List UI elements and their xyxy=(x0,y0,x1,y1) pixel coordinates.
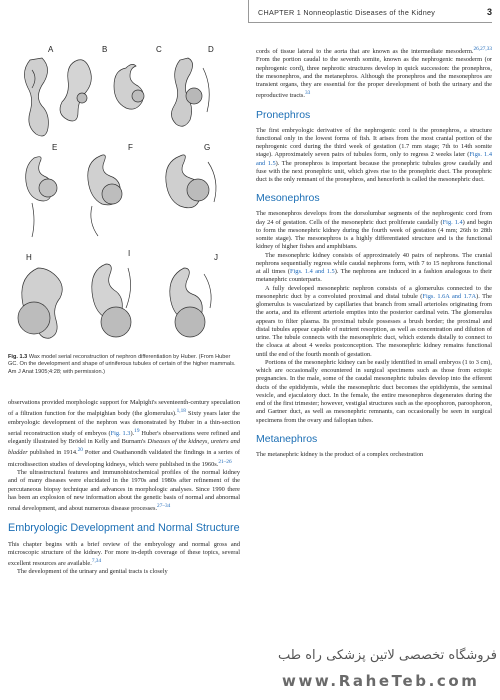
left-column xyxy=(8,399,240,577)
intermediate-mesoderm-paragraph: cords of tissue lateral to the aorta that are known as the intermediate mesoderm.$^{26,27,33}$ From the portion caudal to the seventh somite, known as the nephrogenic mesoderm (or nephrogenic cord), three nephrotic structures develop in quick succession: the pronephros, the mesonephros, and the metanephros. Although the pronephros and the mesonephros are transient organs, they are essential for the proper development of both the urinary and the reproductive tracts.$^{33}$ xyxy=(256,46,492,100)
panel-label-a: A xyxy=(48,45,54,54)
section-heading-metanephros: Metanephros xyxy=(256,432,318,445)
history-paragraph: observations provided morphologic support for Malpighi's seventeenth-century speculation of a filtration function for the malpighian body (the glomerulus).$^{1,18}$ Sixty years later the embryologic development of the nephron was demonstrated by Huber in a thin-section serial reconstruction study of embryos (Fig. 1.3).$^{19}$ Huber's observations were refined and elegantly illustrated by Brödel in Kelly and Burnam's Diseases of the kidneys, ureters and bladder published in 1914.20 Potter and Osathanondh validated the findings in a series of microdissection studies of developing kidneys, which were published in the 1960s.$^{21-26}$ xyxy=(8,399,240,468)
section-heading-embryology: Embryologic Development and Normal Structure xyxy=(8,521,240,534)
pronephros-paragraph: The first embryologic derivative of the nephrogenic cord is the pronephros, a structure functional only in the lowest forms of fish. It arises from the most cranial portion of the nephrogenic cord during the third week of gestation (1.7 mm stage; 7th to 14th somite stage). Approximately seven pairs of tubules form, only to regress 2 weeks later (Figs. 1.4 and 1.5). The pronephros is important because the pronephric tubules grow caudally and fuse with the next pronephric unit, which gives rise to the pronephric duct. The pronephric duct is the only remnant of the pronephros, and henceforth is called the mesonephric duct. xyxy=(256,126,492,184)
panel-c-model xyxy=(114,64,144,109)
panel-b-model xyxy=(60,60,91,121)
caption-text: Wax model serial reconstruction of nephron differentiation by Huber. (From Huber GC. On the development and shape of uriniferous tubules of certain of the higher mammals. Am J Anat 1905;4:28; with permission.) xyxy=(8,354,236,375)
page-number: 3 xyxy=(486,7,492,17)
citation-link[interactable]: 7,34 xyxy=(91,558,102,565)
section-heading-mesonephros: Mesonephros xyxy=(256,192,320,205)
panel-f-model xyxy=(88,155,122,236)
panel-h-model xyxy=(18,268,62,338)
citation-link[interactable]: 20 xyxy=(77,447,83,454)
development-paragraph: The development of the urinary and genital tracts is closely xyxy=(17,568,168,576)
panel-label-i: I xyxy=(128,249,131,258)
citation-link[interactable]: 21–26 xyxy=(218,458,232,465)
citation-link[interactable]: 1,18 xyxy=(176,408,186,415)
panel-e-model xyxy=(26,157,57,237)
panel-label-f: F xyxy=(128,143,133,152)
citation-link[interactable]: 27–34 xyxy=(157,503,171,510)
figure-caption xyxy=(8,354,240,376)
ultrastructure-paragraph: The ultrastructural features and immunohistochemical profiles of the normal kidney and of many diseases were elucidated in the 1970s and 1980s after refinement of the percutaneous biopsy technique and advances in morphologic analyses. Since 1990 there has been an explosion of new information about the genetic basis of normal and abnormal renal development, and about numerous disease processes.$^{27-34}$ xyxy=(8,469,240,513)
chapter-intro-paragraph: This chapter begins with a brief review of the embryology and normal gross and microscopic structure of the kidney. For more in-depth coverage of these topics, several excellent resources are available.$^{7,34}$ xyxy=(8,540,240,568)
mesonephros-paragraph-3: A fully developed mesonephric nephron consists of a glomerulus connected to the mesonephric duct by a convoluted proximal and distal tubule (Figs. 1.6A and 1.7A). The glomerulus is vascularized by capillaries that branch from small arterioles originating from the aorta, and its efferent arteriole empties into the posterior cardinal vein. The glomerulus appears to filter plasma. Its proximal tubule possesses a brush border; the proximal and distal tubules appear capable of nutrient resorption, as well as concentration and dilution of urine. The tubule connects with the mesonephric duct, which extends distally to connect to the cloaca at about 4 weeks postconception. The mesonephric kidney remains functional until the end of the fourth month of gestation. xyxy=(256,284,492,358)
panel-i-model xyxy=(92,264,131,337)
panel-g-model xyxy=(166,155,216,208)
chapter-title: CHAPTER 1 Nonneoplastic Diseases of the Kidney xyxy=(258,8,436,17)
citation-link[interactable]: 33 xyxy=(304,90,311,97)
figure-reference-link[interactable]: Fig. 1.4 xyxy=(442,218,463,226)
figure-reference-link[interactable]: Figs. 1.4 and 1.5 xyxy=(289,268,335,276)
figure-reference-link[interactable]: Figs. 1.4 and 1.5 xyxy=(256,151,492,167)
citation-link[interactable]: 26,27,33 xyxy=(473,46,492,52)
panel-label-b: B xyxy=(102,45,108,54)
right-column xyxy=(256,45,492,459)
panel-a-model xyxy=(24,58,48,136)
section-heading-pronephros: Pronephros xyxy=(256,108,311,121)
running-header xyxy=(248,8,492,22)
metanephros-paragraph: The metanephric kidney is the product of a complex orchestration xyxy=(256,450,424,458)
mesonephros-paragraph-1: The mesonephros develops from the dorsolumbar segments of the nephrogenic cord from day 24 of gestation. Cells of the mesonephric duct proliferate caudally (Fig. 1.4) and begin to form the mesonephric kidney during the fourth week of gestation (4 mm; 26th to 28th somite stage). The mesonephros is a highly differentiated structure and is the functional kidney of higher fishes and amphibians. xyxy=(256,210,492,251)
panel-label-h: H xyxy=(26,253,32,262)
figure-reference-link[interactable]: Fig. 1.3 xyxy=(110,429,131,437)
site-watermark xyxy=(248,646,500,700)
panel-j-model xyxy=(170,268,211,337)
mesonephros-paragraph-2: The mesonephric kidney consists of approximately 40 pairs of nephrons. The cranial nephrons sequentially regress while caudal nephrons form, with 7 to 15 nephrons functional at all times (Figs. 1.4 and 1.5). The nephrons are induced in a fashion analogous to their metanephric counterparts. xyxy=(256,251,492,284)
caption-label: Fig. 1.3 xyxy=(8,354,28,360)
nephron-wax-model-figure xyxy=(8,38,240,350)
citation-link[interactable]: 19 xyxy=(134,427,140,434)
watermark-persian-text: فروشگاه تخصصی لاتین پزشکی راه طب xyxy=(278,648,497,663)
panel-label-e: E xyxy=(52,143,58,152)
panel-label-d: D xyxy=(208,45,214,54)
watermark-url: www.RaheTeb.com xyxy=(282,672,480,690)
panel-label-j: J xyxy=(214,253,218,262)
panel-d-model xyxy=(171,58,209,126)
panel-label-c: C xyxy=(156,45,162,54)
panel-label-g: G xyxy=(204,143,211,152)
figure-reference-link[interactable]: Figs. 1.6A and 1.7A xyxy=(422,292,477,300)
mesonephros-paragraph-4: Portions of the mesonephric kidney can be easily identified in small embryos (1 to 3 cm), which are occasionally encountered in surgical specimens such as those from ectopic pregnancies. In the male, some of the caudal mesonephric tubules develop into the efferent ducts of the epididymis, while the mesonephric duct becomes the epididymis, the seminal vesicle, and ejaculatory duct. In the female, the entire mesonephros degenerates during the end of the first trimester; however, vestigial structures such as the epoophoron, paroophoron, and Gartner duct, as well as mesonephric remnants, can occasionally be seen in surgical specimens from the ovary and fallopian tubes. xyxy=(256,358,492,424)
header-rule xyxy=(248,22,492,23)
